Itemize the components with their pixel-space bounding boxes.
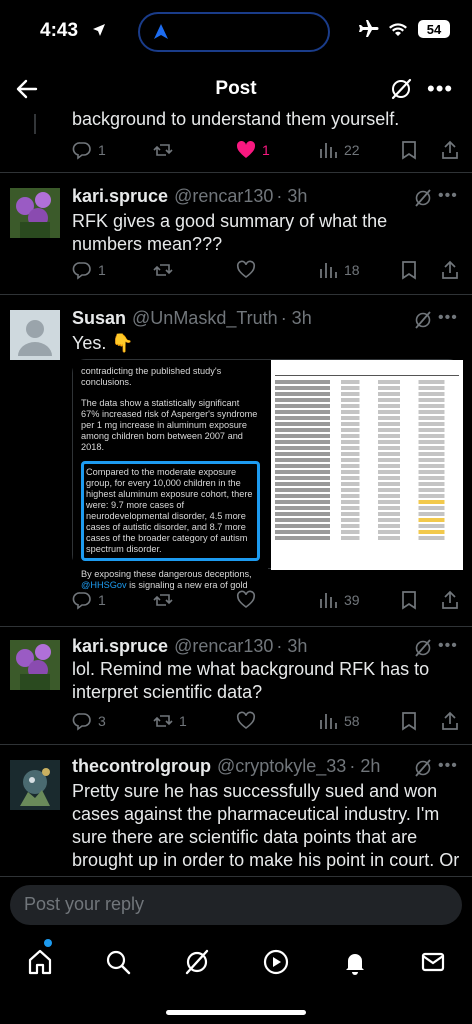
post-text: RFK gives a good summary of what the numbers mean??? bbox=[72, 211, 388, 254]
share-icon[interactable] bbox=[440, 260, 460, 280]
like-button[interactable] bbox=[236, 711, 256, 731]
reply-icon bbox=[72, 711, 92, 731]
repost-button[interactable] bbox=[153, 590, 173, 610]
messages-icon bbox=[419, 948, 447, 976]
grok-icon[interactable] bbox=[413, 188, 433, 208]
views-icon bbox=[318, 590, 338, 610]
views-button[interactable] bbox=[318, 711, 360, 731]
airplane-icon bbox=[358, 20, 378, 38]
bookmark-icon[interactable] bbox=[399, 590, 419, 610]
reply-icon bbox=[72, 590, 92, 610]
navigation-arrow-icon bbox=[152, 23, 170, 41]
post-text: Yes. 👇 bbox=[72, 333, 134, 353]
views-icon bbox=[318, 140, 338, 160]
post-author bbox=[72, 636, 307, 657]
repost-icon bbox=[153, 590, 173, 610]
divider bbox=[0, 626, 472, 627]
reply-button[interactable] bbox=[72, 711, 106, 731]
share-icon[interactable] bbox=[440, 140, 460, 160]
avatar[interactable] bbox=[10, 760, 60, 810]
post-time: · 3h bbox=[276, 186, 308, 206]
like-button[interactable] bbox=[236, 590, 256, 610]
heart-icon bbox=[236, 590, 256, 610]
image-text: Compared to the moderate exposure group, for every 10,000 children in the highest aluminum exposure cohort, there were: 9.7 more cases of neurodevelopmental disorder, 4.5 more cases of autistic disorder, and 8.7 more cases of the broader category of autism spectrum disorder. bbox=[86, 467, 253, 554]
repost-button[interactable] bbox=[153, 260, 173, 280]
post-image[interactable] bbox=[72, 359, 462, 590]
thread-line bbox=[34, 114, 36, 134]
wifi-icon bbox=[388, 21, 408, 37]
dynamic-island bbox=[138, 12, 330, 52]
post-actions bbox=[72, 140, 462, 164]
bookmark-icon[interactable] bbox=[399, 140, 419, 160]
post-time: · 3h bbox=[280, 308, 312, 328]
image-text: The data show a statistically significant 67% increased risk of Asperger's syndrome per 1 mg increase in aluminum exposure among children born between 2007 and 2018. bbox=[81, 398, 258, 452]
like-count: 1 bbox=[262, 142, 270, 158]
post-text: lol. Remind me what background RFK has to interpret scientific data? bbox=[72, 659, 430, 702]
views-count: 22 bbox=[344, 142, 360, 158]
views-count: 58 bbox=[344, 713, 360, 729]
post-text: Pretty sure he has successfully sued and won cases against the pharmaceutical industry. I'm sure there are scientific data points that are brought up in order to make his point in court. Or bbox=[72, 781, 460, 870]
repost-icon bbox=[153, 260, 173, 280]
home-icon bbox=[26, 948, 54, 976]
divider bbox=[0, 744, 472, 745]
post-header bbox=[0, 64, 472, 114]
avatar[interactable] bbox=[10, 640, 60, 690]
home-indicator bbox=[166, 1010, 306, 1015]
status-right bbox=[358, 20, 450, 38]
post-actions bbox=[72, 711, 462, 735]
handle[interactable]: @UnMaskd_Truth bbox=[132, 308, 278, 328]
tab-home[interactable] bbox=[26, 948, 54, 976]
share-icon[interactable] bbox=[440, 711, 460, 731]
repost-button[interactable] bbox=[153, 140, 173, 160]
more-options-icon[interactable]: ••• bbox=[438, 187, 458, 204]
status-bar bbox=[0, 0, 472, 64]
views-count: 39 bbox=[344, 592, 360, 608]
grok-icon[interactable] bbox=[413, 638, 433, 658]
more-options-icon[interactable]: ••• bbox=[438, 757, 458, 774]
reply-count: 3 bbox=[98, 713, 106, 729]
tab-search[interactable] bbox=[104, 948, 132, 976]
image-text: By exposing these dangerous deceptions, @HHSGov is signaling a new era of gold bbox=[81, 569, 252, 590]
like-button[interactable] bbox=[236, 260, 256, 280]
reply-input[interactable]: Post your reply bbox=[10, 885, 462, 925]
reply-bar bbox=[0, 876, 472, 936]
views-icon bbox=[318, 260, 338, 280]
image-text-panel bbox=[73, 360, 268, 590]
handle[interactable]: @rencar130 bbox=[174, 186, 274, 206]
display-name[interactable]: thecontrolgroup bbox=[72, 756, 211, 776]
post-author bbox=[72, 756, 380, 777]
divider bbox=[0, 172, 472, 173]
grok-icon[interactable] bbox=[389, 77, 413, 101]
post-author bbox=[72, 308, 312, 329]
views-button[interactable] bbox=[318, 140, 360, 160]
tab-grok[interactable] bbox=[183, 948, 211, 976]
image-highlight-box bbox=[81, 461, 260, 561]
views-icon bbox=[318, 711, 338, 731]
video-icon bbox=[262, 948, 290, 976]
grok-icon bbox=[183, 948, 211, 976]
handle[interactable]: @rencar130 bbox=[174, 636, 274, 656]
reply-button[interactable] bbox=[72, 140, 106, 160]
avatar[interactable] bbox=[10, 188, 60, 238]
like-button[interactable] bbox=[236, 140, 270, 160]
notifications-icon bbox=[341, 948, 369, 976]
post-text: background to understand them yourself. bbox=[72, 109, 400, 129]
image-table-panel bbox=[271, 360, 463, 570]
divider bbox=[0, 294, 472, 295]
image-text: contradicting the published study's conclusions. bbox=[81, 366, 222, 387]
repost-button[interactable] bbox=[153, 711, 187, 731]
tab-messages[interactable] bbox=[419, 948, 447, 976]
share-icon[interactable] bbox=[440, 590, 460, 610]
post-time: · 2h bbox=[349, 756, 381, 776]
tab-notifications[interactable] bbox=[341, 948, 369, 976]
heart-filled-icon bbox=[236, 140, 256, 160]
reply-count: 1 bbox=[98, 262, 106, 278]
display-name[interactable]: Susan bbox=[72, 308, 127, 328]
post-actions bbox=[72, 590, 462, 614]
reply-icon bbox=[72, 140, 92, 160]
more-options-icon[interactable]: ••• bbox=[438, 637, 458, 654]
heart-icon bbox=[236, 711, 256, 731]
post-author bbox=[72, 186, 307, 207]
reply-button[interactable] bbox=[72, 590, 106, 610]
home-unread-dot bbox=[44, 939, 52, 947]
avatar[interactable] bbox=[10, 310, 60, 360]
heart-icon bbox=[236, 260, 256, 280]
bookmark-icon[interactable] bbox=[399, 260, 419, 280]
post-time: · 3h bbox=[276, 636, 308, 656]
post-actions bbox=[72, 260, 462, 284]
views-button[interactable] bbox=[318, 590, 360, 610]
more-options-icon[interactable]: ••• bbox=[427, 76, 454, 101]
reply-feed bbox=[0, 109, 472, 876]
views-count: 18 bbox=[344, 262, 360, 278]
search-icon bbox=[104, 948, 132, 976]
grok-icon[interactable] bbox=[413, 310, 433, 330]
status-time: 4:43 bbox=[40, 20, 79, 41]
reply-button[interactable] bbox=[72, 260, 106, 280]
repost-icon bbox=[153, 140, 173, 160]
battery-indicator: 54 bbox=[418, 20, 450, 38]
more-options-icon[interactable]: ••• bbox=[438, 309, 458, 326]
reply-count: 1 bbox=[98, 592, 106, 608]
reply-icon bbox=[72, 260, 92, 280]
location-arrow-icon bbox=[92, 23, 106, 37]
display-name[interactable]: kari.spruce bbox=[72, 186, 169, 206]
page-title: Post bbox=[215, 78, 257, 99]
bookmark-icon[interactable] bbox=[399, 711, 419, 731]
display-name[interactable]: kari.spruce bbox=[72, 636, 169, 656]
tab-video[interactable] bbox=[262, 948, 290, 976]
grok-icon[interactable] bbox=[413, 758, 433, 778]
reply-count: 1 bbox=[98, 142, 106, 158]
repost-count: 1 bbox=[179, 713, 187, 729]
handle[interactable]: @cryptokyle_33 bbox=[216, 756, 347, 776]
views-button[interactable] bbox=[318, 260, 360, 280]
repost-icon bbox=[153, 711, 173, 731]
